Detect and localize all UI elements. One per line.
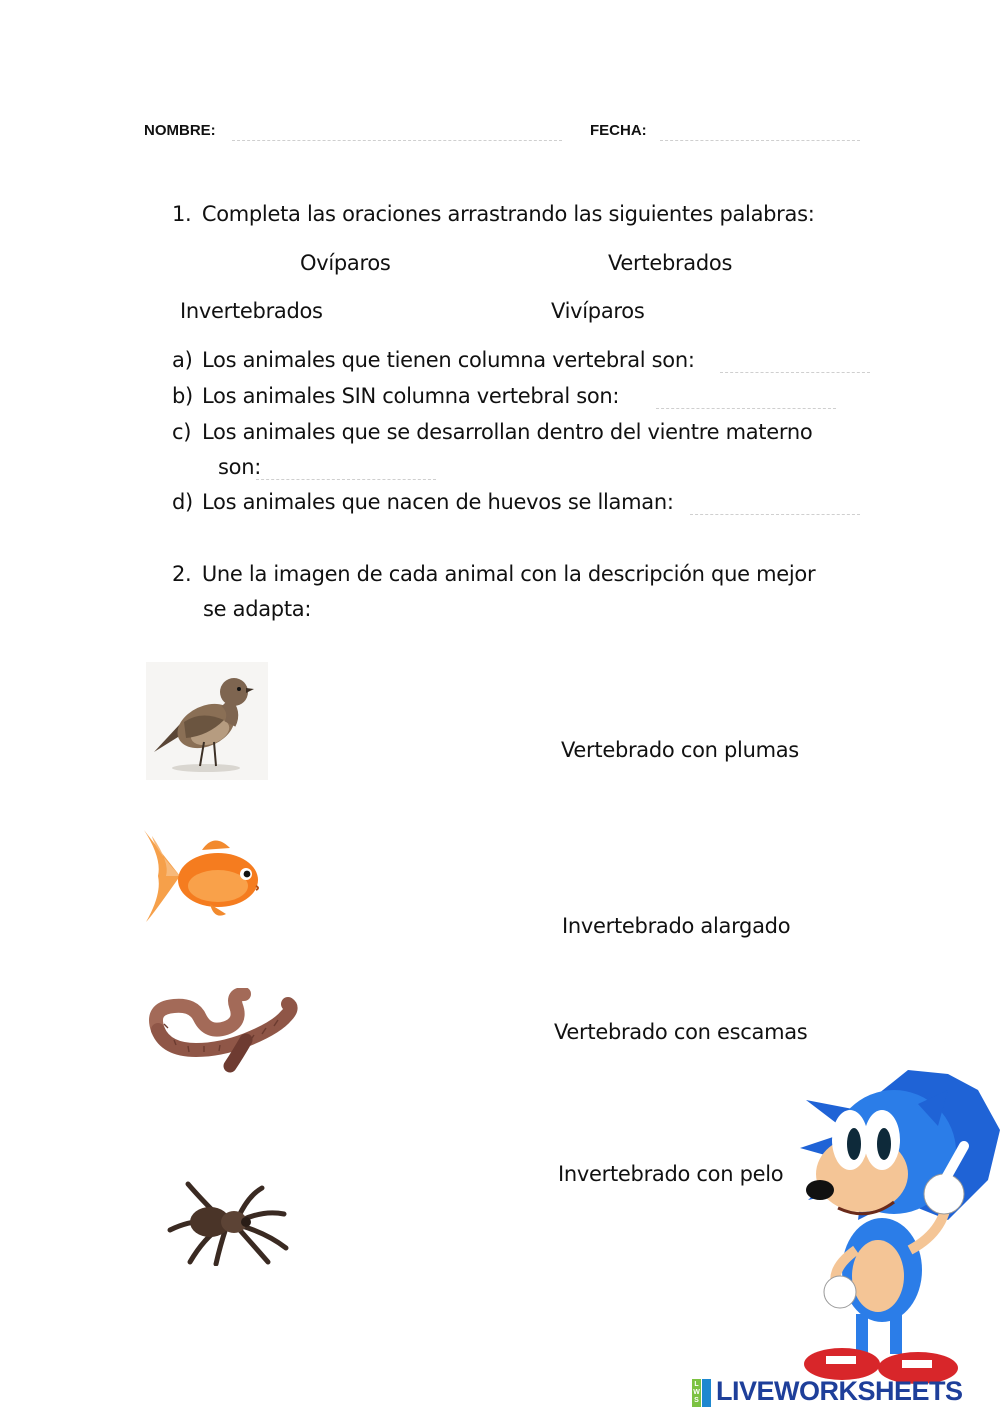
name-label: NOMBRE: [144,122,216,139]
date-input-line[interactable] [660,140,860,141]
sentence-a-text: Los animales que tienen columna vertebral son: [202,348,695,372]
drop-zone-c[interactable] [256,479,436,480]
description-feathers[interactable]: Vertebrado con plumas [561,738,799,762]
drop-zone-a[interactable] [720,372,870,373]
word-invertebrados[interactable]: Invertebrados [180,299,323,323]
goldfish-image[interactable] [140,828,266,924]
question-1-number: 1. [172,202,192,226]
brand-badge-text: LWS [693,1381,700,1404]
drop-zone-b[interactable] [656,408,836,409]
word-viviparos[interactable]: Vivíparos [551,299,645,323]
question-1 [172,202,815,226]
sentence-a-label: a) [172,348,193,372]
drop-zone-d[interactable] [690,514,860,515]
brand-badge-right [702,1379,711,1407]
sentence-c [172,420,812,444]
earthworm-image[interactable] [146,988,298,1078]
tarantula-image[interactable] [164,1178,298,1266]
liveworksheets-logo-icon [692,1379,712,1407]
liveworksheets-brand: LIVEWORKSHEETS [716,1376,963,1406]
sentence-b [172,384,619,408]
date-label: FECHA: [590,122,647,139]
sentence-c-label: c) [172,420,192,444]
sentence-b-text: Los animales SIN columna vertebral son: [202,384,620,408]
question-2-number: 2. [172,562,192,586]
hedgehog-mascot-illustration [798,1070,1000,1388]
description-elongated[interactable]: Invertebrado alargado [562,914,791,938]
bird-image[interactable] [146,662,268,780]
sentence-d-label: d) [172,490,193,514]
sentence-a [172,348,695,372]
description-scales[interactable]: Vertebrado con escamas [554,1020,808,1044]
name-input-line[interactable] [232,140,562,141]
sentence-c-text: Los animales que se desarrollan dentro del vientre materno [202,420,813,444]
question-1-instruction: Completa las oraciones arrastrando las siguientes palabras: [201,202,815,226]
sentence-c-continuation: son: [218,455,261,479]
question-2 [172,562,815,586]
sentence-b-label: b) [172,384,193,408]
sentence-d-text: Los animales que nacen de huevos se llaman: [202,490,674,514]
sentence-d [172,490,674,514]
question-2-instruction: Une la imagen de cada animal con la descripción que mejor [201,562,816,586]
word-vertebrados[interactable]: Vertebrados [608,251,733,275]
word-oviparos[interactable]: Ovíparos [300,251,391,275]
description-hair[interactable]: Invertebrado con pelo [558,1162,784,1186]
question-2-instruction-line2: se adapta: [203,597,312,621]
